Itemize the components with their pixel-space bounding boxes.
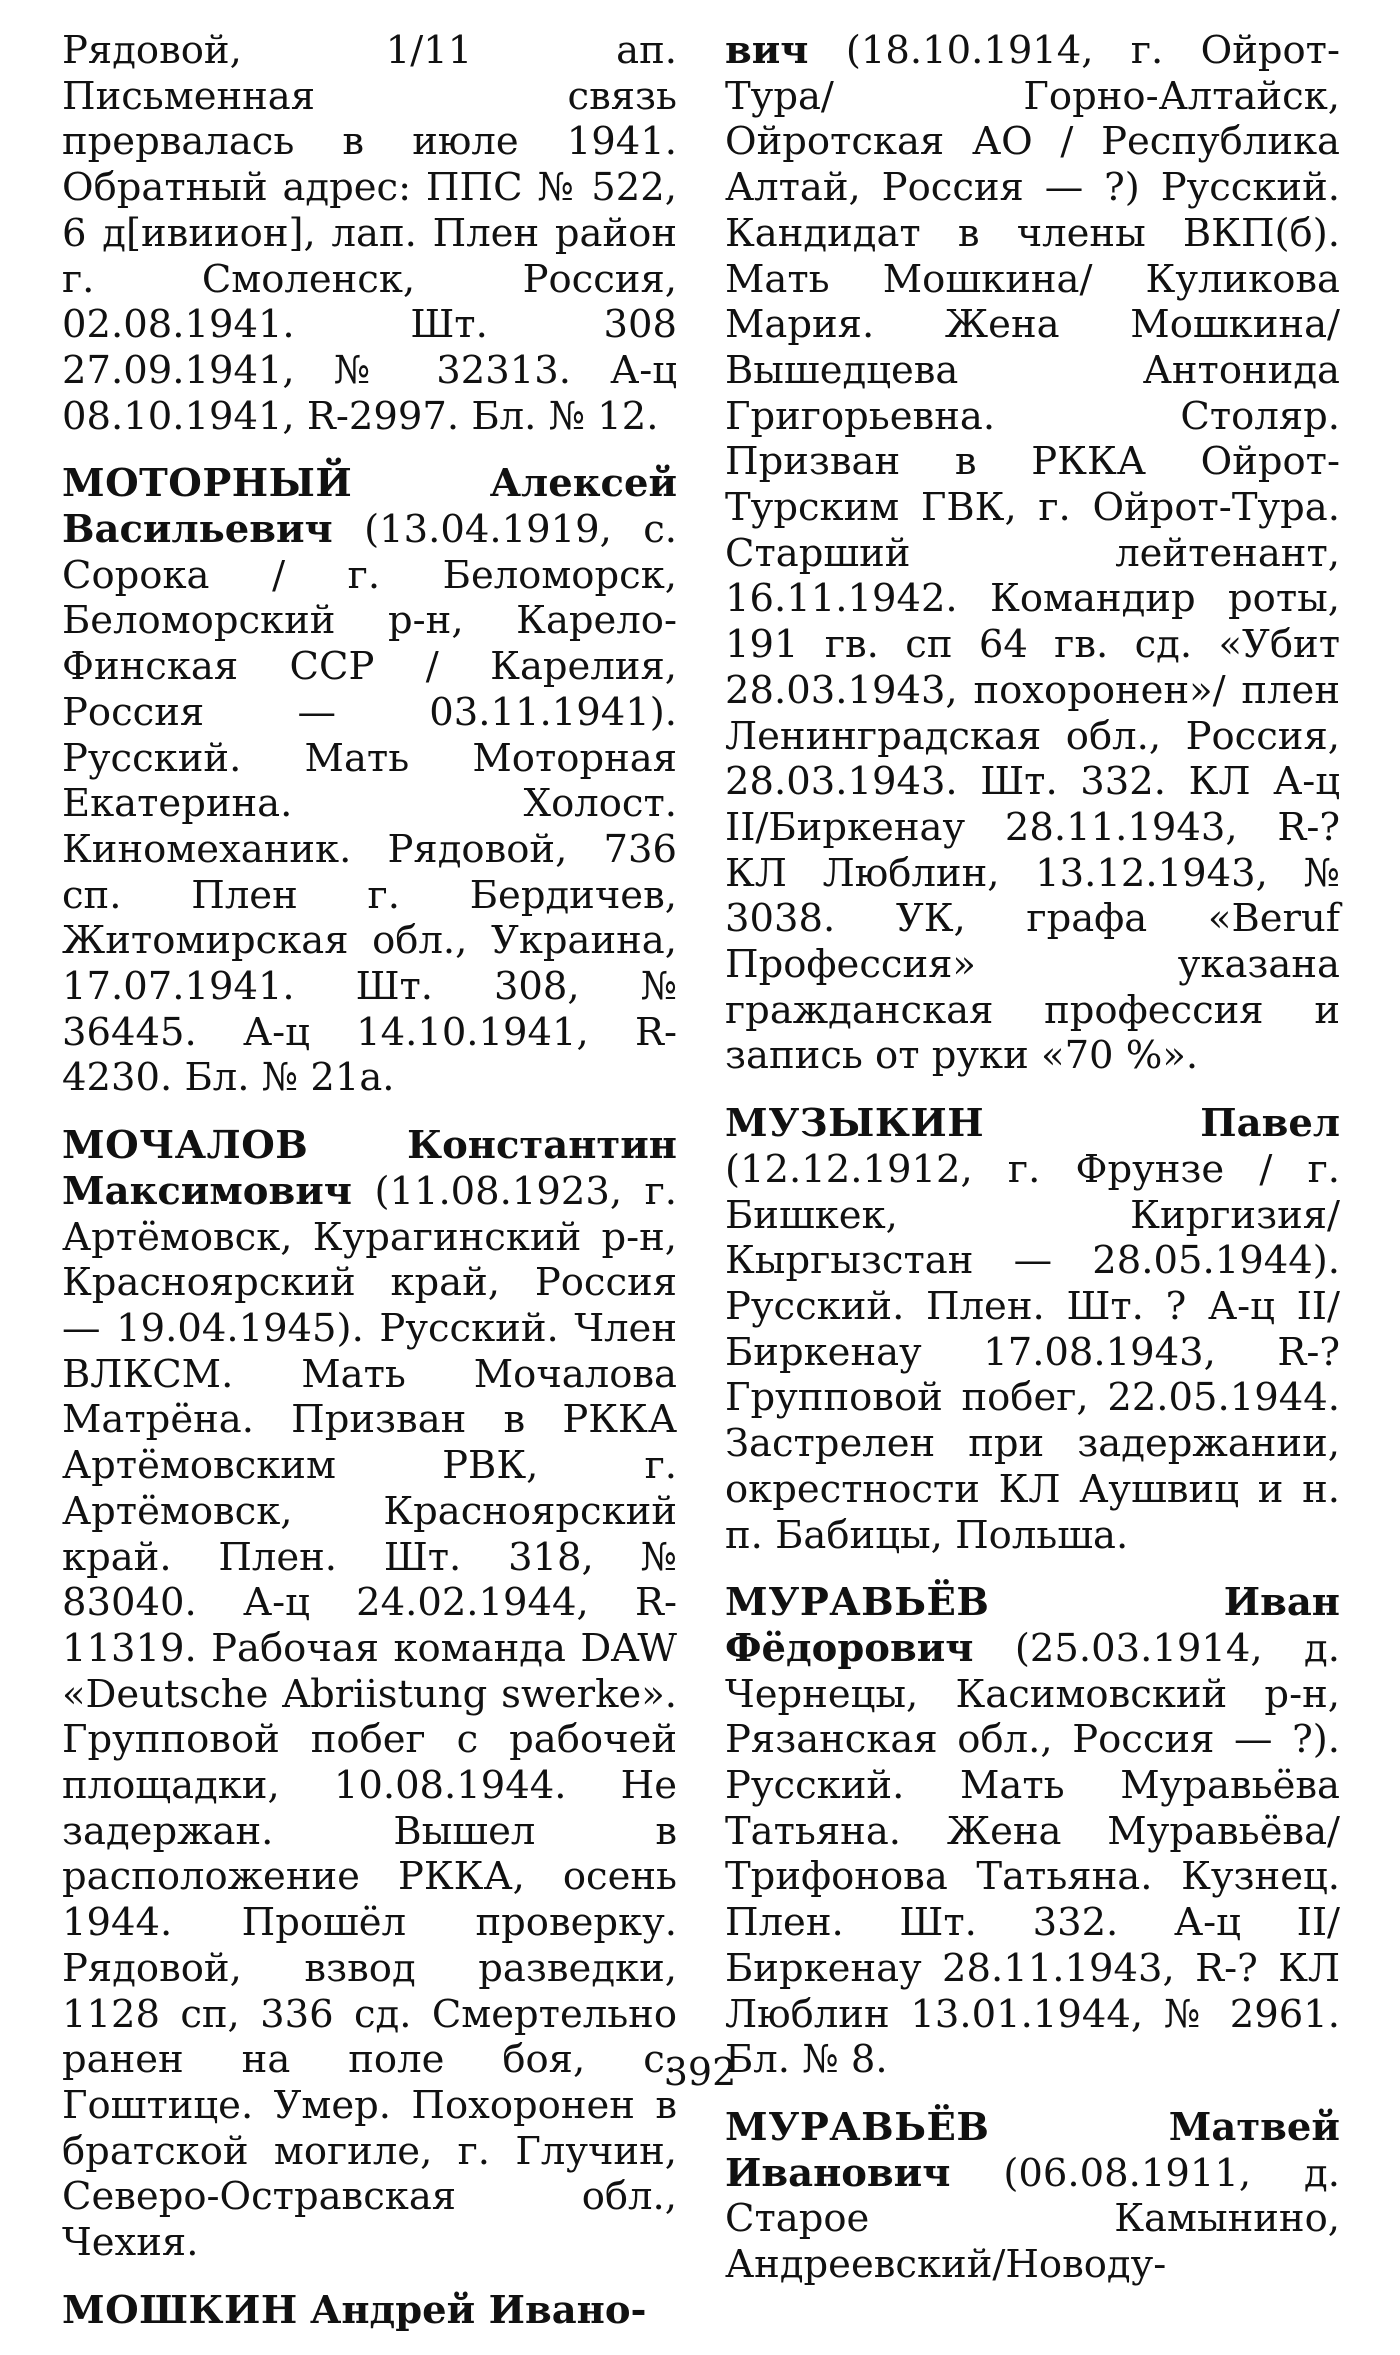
entry-continuation xyxy=(62,28,677,439)
entry-surname: МОТОРНЫЙ xyxy=(62,461,353,507)
left-column xyxy=(62,28,677,2355)
page-number: 392 xyxy=(663,2050,737,2094)
entry-surname: МОЧАЛОВ xyxy=(62,1123,309,1169)
entry-text: (06.08.1911, д. Старое Камынино, Андреевский/Новоду- xyxy=(725,2150,1340,2288)
entry-given-names: Матвей Иванович xyxy=(725,2104,1340,2196)
entry-text: (13.04.1919, с. Сорока / г. Беломорск, Беломорский р-н, Карело-Финская ССР / Карелия, Россия — 03.11.1941). Русский. Мать Моторная Екатерина. Холост. Киномеханик. Рядовой, 736 сп. Плен г. Бердичев, Житомирская обл., Украина, 17.07.1941. Шт. 308, № 36445. А-ц 14.10.1941, R-4230. Бл. № 21а. xyxy=(62,507,677,1101)
entry-text: (18.10.1914, г. Ойрот-Тура/ Горно-Алтайск, Ойротская АО / Республика Алтай, Россия — ?) Русский. Кандидат в члены ВКП(б). Мать Мошкина/ Куликова Мария. Жена Мошкина/Вышедцева Антонида Григорьевна. Столяр. Призван в РККА Ойрот-Турским ГВК, г. Ойрот-Тура. Старший лейтенант, 16.11.1942. Командир роты, 191 гв. сп 64 гв. сд. «Убит 28.03.1943, похоронен»/ плен Ленинградская обл., Россия, 28.03.1943. Шт. 332. КЛ А-ц II/Биркенау 28.11.1943, R-? КЛ Люблин, 13.12.1943, № 3038. УК, графа «Beruf Профессия» указана гражданская профессия и запись от руки «70 %». xyxy=(725,28,1340,1079)
entry-given-names: Павел xyxy=(1200,1101,1340,1147)
entry-given-names: Иван Фёдорович xyxy=(725,1580,1340,1671)
entry-muravyov-matvey xyxy=(725,2105,1340,2288)
entry-given-names: Алексей Васильевич xyxy=(62,461,677,553)
entry-moshkin xyxy=(62,2288,677,2334)
entry-surname: МУРАВЬЁВ xyxy=(725,2104,990,2150)
entry-surname: МУРАВЬЁВ xyxy=(725,1580,990,1626)
entry-surname: МУЗЫКИН xyxy=(725,1101,985,1147)
entry-text: (11.08.1923, г. Артёмовск, Курагинский р-н, Красноярский край, Россия — 19.04.1945). Русский. Член ВЛКСМ. Мать Мочалова Матрёна. Призван в РККА Артёмовским РВК, г. Артёмовск, Красноярский край. Плен. Шт. 318, № 83040. А-ц 24.02.1944, R-11319. Рабочая команда DAW «Deutsche Abriistung swerke». Групповой побег с рабочей площадки, 10.08.1944. Не задержан. Вышел в расположение РККА, осень 1944. Прошёл проверку. Рядовой, взвод разведки, 1128 сп, 336 сд. Смертельно ранен на поле боя, с. Гоштице. Умер. Похоронен в братской могиле, г. Глучин, Северо-Остравская обл., Чехия. xyxy=(62,1168,677,2266)
entry-given-names: вич xyxy=(725,28,809,73)
entry-muzykin xyxy=(725,1101,1340,1558)
entry-text: (25.03.1914, д. Чернецы, Касимовский р-н, Рязанская обл., Россия — ?). Русский. Мать Муравьёва Татьяна. Жена Муравьёва/Трифонова Татьяна. Кузнец. Плен. Шт. 332. А-ц II/ Биркенау 28.11.1943, R-? КЛ Люблин 13.01.1944, № 2961. Бл. № 8. xyxy=(725,1625,1340,2083)
entry-surname: МОШКИН xyxy=(62,2287,298,2333)
entry-text: Рядовой, 1/11 ап. Письменная связь прервалась в июле 1941. Обратный адрес: ППС № 522, 6 д[ивиион], лап. Плен район г. Смоленск, Россия, 02.08.1941. Шт. 308 27.09.1941, № 32313. А-ц 08.10.1941, R-2997. Бл. № 12. xyxy=(62,28,677,439)
entry-muravyov-ivan xyxy=(725,1580,1340,2083)
entry-mochalov xyxy=(62,1123,677,2266)
right-column xyxy=(725,28,1340,2310)
entry-given-names: Андрей Ивано- xyxy=(310,2287,647,2333)
entry-motorny xyxy=(62,461,677,1101)
entry-text: (12.12.1912, г. Фрунзе / г. Бишкек, Киргизия/Кыргызстан — 28.05.1944). Русский. Плен. Шт. ? А-ц II/ Биркенау 17.08.1943, R-? Групповой побег, 22.05.1944. Застрелен при задержании, окрестности КЛ Аушвиц и н. п. Бабицы, Польша. xyxy=(725,1146,1340,1558)
entry-given-names: Константин Максимович xyxy=(62,1123,677,1214)
entry-moshkin-continued xyxy=(725,28,1340,1079)
